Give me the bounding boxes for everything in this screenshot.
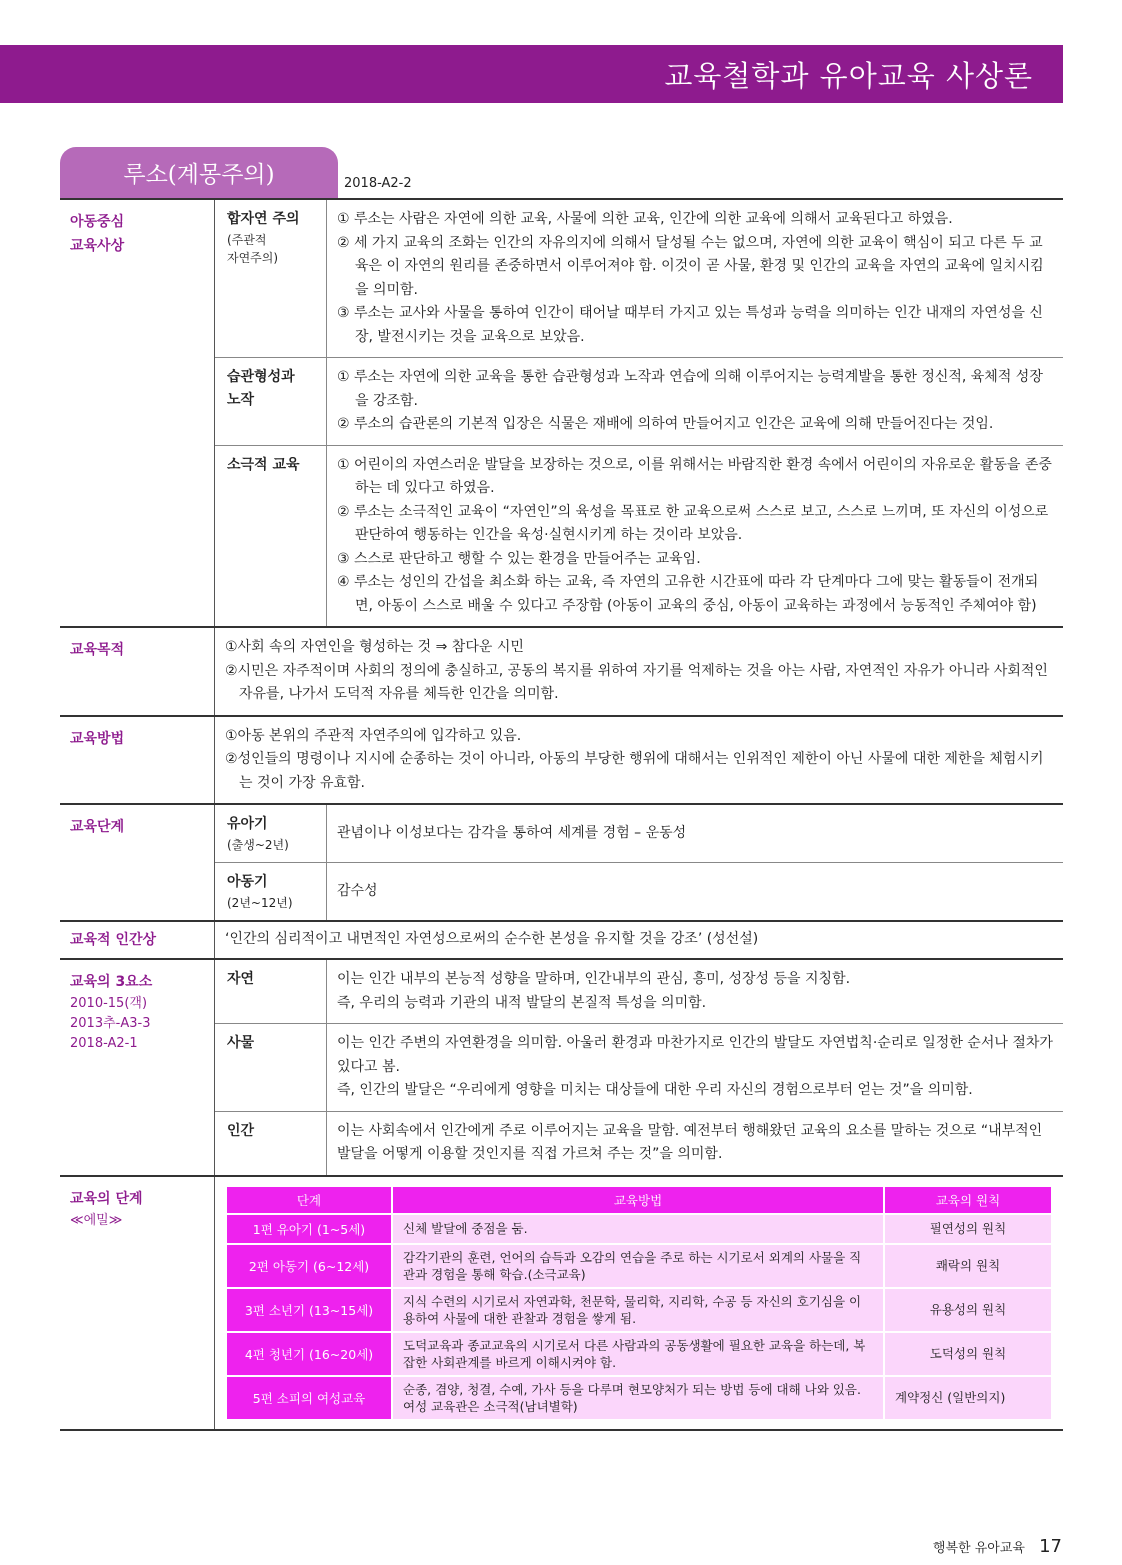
- list-item: ①사회 속의 자연인을 형성하는 것 ⇒ 참다운 시민: [225, 639, 524, 655]
- subrow-content: [327, 446, 1063, 627]
- table-row: [227, 1245, 1051, 1287]
- row-label: 교육방법: [60, 717, 215, 804]
- text-line: 이는 사회속에서 인간에게 주로 이루어지는 교육을 말함. 예전부터 행해왔던 교육의 요소를 말하는 것으로 “내부적인 발달을 어떻게 이용할 것인지를 직접 가르쳐 주는 것”을 의미함.: [337, 1122, 1043, 1162]
- list-item: ②시민은 자주적이며 사회의 정의에 충실하고, 공동의 복지를 위하여 자기를 억제하는 것을 아는 사람, 자연적인 자유가 아니라 사회적인 자유를, 나가서 도덕적 자유를 체득한 인간을 의미함.: [225, 662, 1048, 702]
- chapter-banner: [0, 45, 1063, 103]
- method-cell: 지식 수련의 시기로서 자연과학, 천문학, 물리학, 지리학, 수공 등 자신의 호기심을 이용하여 사물에 대한 관찰과 경험을 쌓게 됨.: [393, 1289, 883, 1331]
- text-line: 이는 인간 내부의 본능적 성향을 말하며, 인간내부의 관심, 흥미, 성장성 등을 지칭함.: [337, 971, 851, 987]
- subrow-title-text: 유아기: [227, 816, 268, 832]
- principle-cell: 쾌락의 원칙: [885, 1245, 1051, 1287]
- subrow-title: [215, 805, 327, 862]
- subrow-content: 감수성: [337, 882, 378, 899]
- subrow-title: [215, 200, 327, 357]
- principle-cell: 유용성의 원칙: [885, 1289, 1051, 1331]
- subrow-title-text: 습관형성과: [227, 369, 295, 385]
- row-method: [60, 717, 1063, 806]
- subrow-title: [215, 446, 327, 627]
- row-label: [60, 960, 215, 1175]
- section-reference: 2018-A2-2: [344, 176, 412, 191]
- table-header: 교육의 원칙: [885, 1187, 1051, 1213]
- subrow-negative: [215, 446, 1063, 627]
- row-label: 교육적 인간상: [60, 922, 215, 958]
- label-line: 교육의 단계: [70, 1190, 143, 1207]
- subrow-title-text: 소극적 교육: [227, 456, 300, 473]
- subrow-subtitle: (2년~12년): [227, 896, 293, 910]
- list-item: ① 루소는 사람은 자연에 의한 교육, 사물에 의한 교육, 인간에 의한 교육에 의해서 교육된다고 하였음.: [337, 211, 953, 227]
- row-body: [215, 1177, 1063, 1429]
- exam-ref: 2010-15(객): [70, 996, 148, 1011]
- subrow-content: 관념이나 이성보다는 감각을 통하여 세계를 경험 – 운동성: [337, 824, 687, 841]
- table-row: [227, 1289, 1051, 1331]
- subrow-content: [327, 1112, 1063, 1175]
- subrow-title-text: 합자연 주의: [227, 211, 300, 227]
- emile-stage-table: [225, 1185, 1053, 1421]
- row-label: 교육목적: [60, 628, 215, 715]
- row-ideal: [60, 922, 1063, 960]
- row-emile: [60, 1177, 1063, 1431]
- list-item: ①아동 본위의 주관적 자연주의에 입각하고 있음.: [225, 727, 522, 744]
- subrow-content: [327, 200, 1063, 357]
- subrow-title-text: 아동기: [227, 874, 268, 890]
- page-footer: [933, 1536, 1062, 1557]
- subrow-infancy: [215, 805, 1063, 863]
- chapter-title: 교육철학과 유아교육 사상론: [664, 58, 1033, 93]
- row-label: 교육단계: [60, 805, 215, 920]
- exam-ref: 2018-A2-1: [70, 1036, 138, 1051]
- list-item: ② 루소는 소극적인 교육이 “자연인”의 육성을 목표로 한 교육으로써 스스로 보고, 스스로 느끼며, 또 자신의 이성으로 판단하여 행동하는 인간을 육성·실현시키게 하는 것이라 보았음.: [337, 503, 1049, 543]
- row-body: [215, 717, 1063, 804]
- row-stages: [60, 805, 1063, 922]
- stage-cell: 1편 유아기 (1~5세): [227, 1215, 391, 1243]
- list-item: ③ 스스로 판단하고 행할 수 있는 환경을 만들어주는 교육임.: [337, 550, 701, 567]
- table-header-row: [227, 1187, 1051, 1213]
- list-item: ④ 루소는 성인의 간섭을 최소화 하는 교육, 즉 자연의 고유한 시간표에 따라 각 단계마다 그에 맞는 활동들이 전개되면, 아동이 스스로 배울 수 있다고 주장함 (아동이 교육의 중심, 아동이 교육하는 과정에서 능동적인 주체여야 함): [337, 574, 1039, 614]
- row-label: [60, 1177, 215, 1429]
- table-header: 단계: [227, 1187, 391, 1213]
- subrow-subtitle: 자연주의): [227, 251, 279, 265]
- subrow-title: 사물: [215, 1024, 327, 1111]
- subrow-content: [327, 960, 1063, 1023]
- table-row: [227, 1333, 1051, 1375]
- subrow-content: [327, 358, 1063, 445]
- table-row: [227, 1377, 1051, 1419]
- subrow-human-element: [215, 1112, 1063, 1175]
- subrow-nature-element: [215, 960, 1063, 1024]
- row-body: [215, 628, 1063, 715]
- stage-cell: 5편 소피의 여성교육: [227, 1377, 391, 1419]
- subrow-title-text: 노작: [227, 392, 255, 408]
- method-cell: 순종, 겸양, 청결, 수예, 가사 등을 다루며 현모양처가 되는 방법 등에 대해 나와 있음. 여성 교육관은 소극적(남녀별학): [393, 1377, 883, 1419]
- list-item: ③ 루소는 교사와 사물을 통하여 인간이 태어날 때부터 가지고 있는 특성과 능력을 의미하는 인간 내재의 자연성을 신장, 발전시키는 것을 교육으로 보았음.: [337, 305, 1043, 345]
- text-line: 즉, 우리의 능력과 기관의 내적 발달의 본질적 특성을 의미함.: [337, 994, 707, 1011]
- list-item: ② 루소의 습관론의 기본적 입장은 식물은 재배에 의하여 만들어지고 인간은 교육에 의해 만들어진다는 것임.: [337, 416, 994, 432]
- label-line: 아동중심: [70, 214, 125, 230]
- principle-cell: 도덕성의 원칙: [885, 1333, 1051, 1375]
- subrow-subtitle: (출생~2년): [227, 838, 289, 852]
- exam-ref: 2013추-A3-3: [70, 1016, 151, 1031]
- table-row: [227, 1215, 1051, 1243]
- list-item: ② 세 가지 교육의 조화는 인간의 자유의지에 의해서 달성될 수는 없으며, 자연에 의한 교육이 핵심이 되고 다른 두 교육은 이 자연의 원리를 존중하면서 이루어져야 함. 이것이 곧 사물, 환경 및 인간의 교육을 자연의 교육에 일치시킴을 의미함.: [337, 234, 1044, 298]
- section-title: 루소(계몽주의): [123, 162, 275, 188]
- method-cell: 도덕교육과 종교교육의 시기로서 다른 사람과의 공동생활에 필요한 교육을 하는데, 복잡한 사회관계를 바르게 이해시켜야 함.: [393, 1333, 883, 1375]
- row-label: [60, 200, 215, 626]
- subrow-subtitle: (주관적: [227, 233, 267, 247]
- row-body: [215, 805, 1063, 920]
- row-three-elements: [60, 960, 1063, 1177]
- subrow-habit: [215, 358, 1063, 446]
- principle-cell: 계약정신 (일반의지): [885, 1377, 1051, 1419]
- subrow-childhood: [215, 863, 1063, 920]
- list-item: ① 어린이의 자연스러운 발달을 보장하는 것으로, 이를 위해서는 바람직한 환경 속에서 어린이의 자유로운 활동을 존중하는 데 있다고 하였음.: [337, 456, 1052, 496]
- subrow-title: [215, 863, 327, 920]
- book-name: 행복한 유아교육: [932, 1541, 1025, 1556]
- list-item: ②성인들의 명령이나 지시에 순종하는 것이 아니라, 아동의 부당한 행위에 대해서는 인위적인 제한이 아닌 사물에 대한 제한을 체험시키는 것이 가장 유효함.: [225, 751, 1044, 791]
- page-number: 17: [1039, 1536, 1062, 1557]
- book-title: ≪에밀≫: [70, 1212, 123, 1228]
- stage-cell: 4편 청년기 (16~20세): [227, 1333, 391, 1375]
- table-header: 교육방법: [393, 1187, 883, 1213]
- row-body: ‘인간의 심리적이고 내면적인 자연성으로써의 순수한 본성을 유지할 것을 강조’ (성선설): [225, 931, 759, 947]
- subrow-nature: [215, 200, 1063, 358]
- text-line: 즉, 인간의 발달은 “우리에게 영향을 미치는 대상들에 대한 우리 자신의 경험으로부터 얻는 것”을 의미함.: [337, 1082, 973, 1098]
- list-item: ① 루소는 자연에 의한 교육을 통한 습관형성과 노작과 연습에 의해 이루어지는 능력계발을 통한 정신적, 육체적 성장을 강조함.: [337, 369, 1043, 409]
- subrow-title: 인간: [215, 1112, 327, 1175]
- text-line: 이는 인간 주변의 자연환경을 의미함. 아울러 환경과 마찬가지로 인간의 발달도 자연법칙·순리로 일정한 순서나 절차가 있다고 봄.: [337, 1035, 1053, 1075]
- row-purpose: [60, 628, 1063, 717]
- subrow-things-element: [215, 1024, 1063, 1112]
- section-tab: [60, 147, 338, 198]
- subrow-title: [215, 358, 327, 445]
- principle-cell: 필연성의 원칙: [885, 1215, 1051, 1243]
- subrow-content: [327, 1024, 1063, 1111]
- label-line: 교육사상: [70, 238, 125, 254]
- subrow-title: 자연: [215, 960, 327, 1023]
- row-child-centered: [60, 200, 1063, 628]
- row-body: [215, 200, 1063, 626]
- content-table: [60, 198, 1063, 1431]
- row-body: [215, 960, 1063, 1175]
- stage-cell: 2편 아동기 (6~12세): [227, 1245, 391, 1287]
- stage-cell: 3편 소년기 (13~15세): [227, 1289, 391, 1331]
- label-line: 교육의 3요소: [70, 974, 153, 990]
- method-cell: 감각기관의 훈련, 언어의 습득과 오감의 연습을 주로 하는 시기로서 외계의 사물을 직관과 경험을 통해 학습.(소극교육): [393, 1245, 883, 1287]
- method-cell: 신체 발달에 중점을 둠.: [393, 1215, 883, 1243]
